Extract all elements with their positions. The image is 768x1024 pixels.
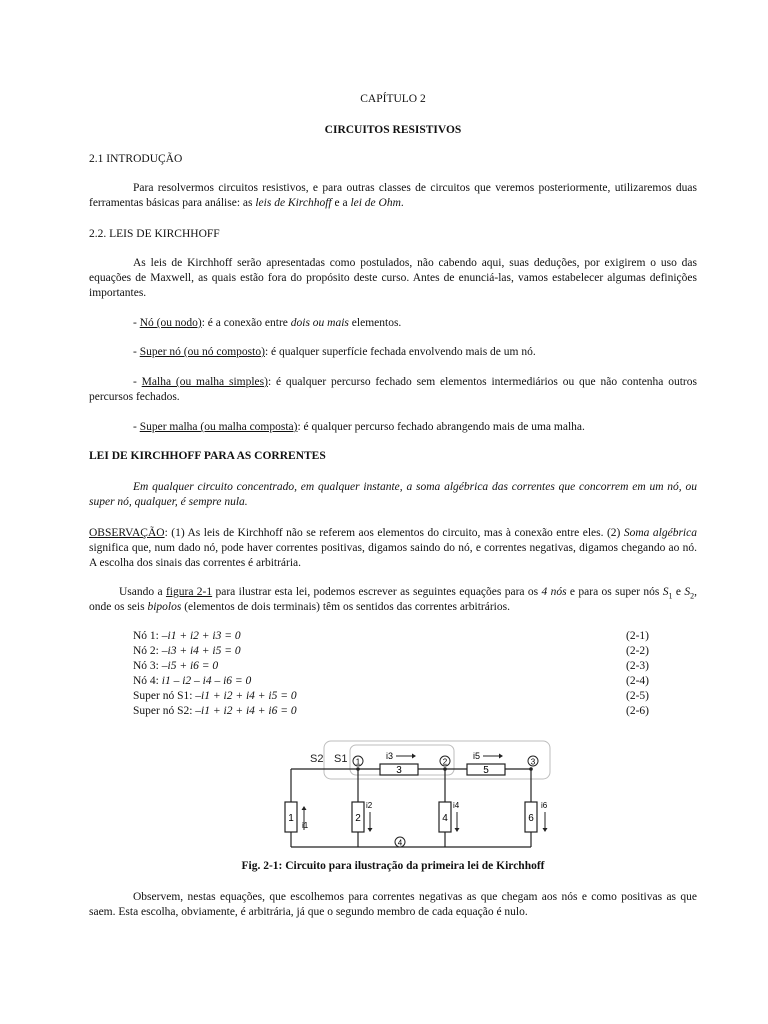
current-label-i5: i5 bbox=[473, 751, 481, 761]
equation-row: Nó 2: –i3 + i4 + i5 = 0 (2-2) bbox=[133, 645, 649, 657]
kcl-heading: LEI DE KIRCHHOFF PARA AS CORRENTES bbox=[89, 450, 326, 462]
current-label-i4: i4 bbox=[453, 801, 460, 810]
junction-dot bbox=[443, 767, 447, 771]
definition-mesh: - Malha (ou malha simples): é qualquer percurso fechado sem elementos intermediários ou que não contenha outros percursos fechados. bbox=[89, 376, 697, 403]
current-label-i6: i6 bbox=[541, 801, 548, 810]
junction-dot bbox=[529, 767, 533, 771]
resistor-label: 6 bbox=[528, 813, 534, 824]
definition-super-mesh: - Super malha (ou malha composta): é qualquer percurso fechado abrangendo mais de uma malha. bbox=[133, 421, 585, 433]
junction-dot bbox=[356, 767, 360, 771]
laws-paragraph: As leis de Kirchhoff serão apresentadas como postulados, não cabendo aqui, suas deduções, por exigirem o uso das equações de Maxwell, as quais estão fora do propósito deste curso. Antes de enunciá-las, vamos estabelecer algumas definições importantes. bbox=[89, 257, 697, 299]
resistor-label: 2 bbox=[355, 813, 361, 824]
label-s2: S2 bbox=[310, 753, 324, 765]
definition-node: - Nó (ou nodo): é a conexão entre dois ou mais elementos. bbox=[133, 317, 402, 329]
intro-paragraph: Para resolvermos circuitos resistivos, e para outras classes de circuitos que veremos posteriormente, utilizaremos duas ferramentas básicas para análise: as leis de Kirchhoff e a lei de Ohm. bbox=[89, 182, 697, 209]
resistor-label: 5 bbox=[483, 765, 489, 776]
current-label-i3: i3 bbox=[386, 751, 394, 761]
svg-text:3: 3 bbox=[530, 757, 536, 767]
label-s1: S1 bbox=[334, 753, 348, 765]
resistor-label: 1 bbox=[288, 813, 294, 824]
equation-row: Super nó S1: –i1 + i2 + i4 + i5 = 0 (2-5) bbox=[133, 690, 649, 702]
svg-text:2: 2 bbox=[442, 757, 448, 767]
chapter-title: CIRCUITOS RESISTIVOS bbox=[324, 124, 462, 136]
figure-caption: Fig. 2-1: Circuito para ilustração da primeira lei de Kirchhoff bbox=[241, 860, 545, 872]
resistor-label: 3 bbox=[396, 765, 402, 776]
svg-text:1: 1 bbox=[355, 757, 361, 767]
equation-row: Super nó S2: –i1 + i2 + i4 + i6 = 0 (2-6) bbox=[133, 705, 649, 717]
kcl-statement: Em qualquer circuito concentrado, em qualquer instante, a soma algébrica das correntes que concorrem em um nó, ou super nó, qualquer, é sempre nula. bbox=[89, 481, 697, 508]
equation-row: Nó 4: i1 – i2 – i4 – i6 = 0 (2-4) bbox=[133, 675, 649, 687]
resistor-label: 4 bbox=[442, 813, 448, 824]
current-label-i2: i2 bbox=[366, 801, 373, 810]
chapter-label: CAPÍTULO 2 bbox=[360, 93, 426, 105]
circuit-figure bbox=[280, 740, 552, 855]
current-label-i1: i1 bbox=[302, 821, 309, 830]
equation-row: Nó 3: –i5 + i6 = 0 (2-3) bbox=[133, 660, 649, 672]
closing-paragraph: Observem, nestas equações, que escolhemos para correntes negativas as que chegam aos nós e como positivas as que saem. Esta escolha, obviamente, é arbitrária, já que o segundo membro de cada equação é nulo. bbox=[89, 891, 697, 918]
svg-text:4: 4 bbox=[397, 838, 403, 848]
equation-row: Nó 1: –i1 + i2 + i3 = 0 (2-1) bbox=[133, 630, 649, 642]
section-heading-intro: 2.1 INTRODUÇÃO bbox=[89, 153, 183, 165]
definition-super-node: - Super nó (ou nó composto): é qualquer superfície fechada envolvendo mais de um nó. bbox=[133, 346, 536, 358]
section-heading-kirchhoff: 2.2. LEIS DE KIRCHHOFF bbox=[89, 228, 220, 240]
observation-paragraph: OBSERVAÇÃO: (1) As leis de Kirchhoff não se referem aos elementos do circuito, mas à conexão entre eles. (2) Soma algébrica significa que, num dado nó, pode haver correntes positivas, digamos saindo do nó, e correntes negativas, digamos chegando ao nó. A escolha dos sinais das correntes é arbitrária. bbox=[89, 527, 697, 569]
using-paragraph: Usando a figura 2-1 para ilustrar esta lei, podemos escrever as seguintes equações para os 4 nós e para os super nós $S_1$ e $S_2$, onde os seis bipolos (elementos de dois terminais) têm os sentidos das correntes arbitrários. bbox=[89, 586, 697, 613]
